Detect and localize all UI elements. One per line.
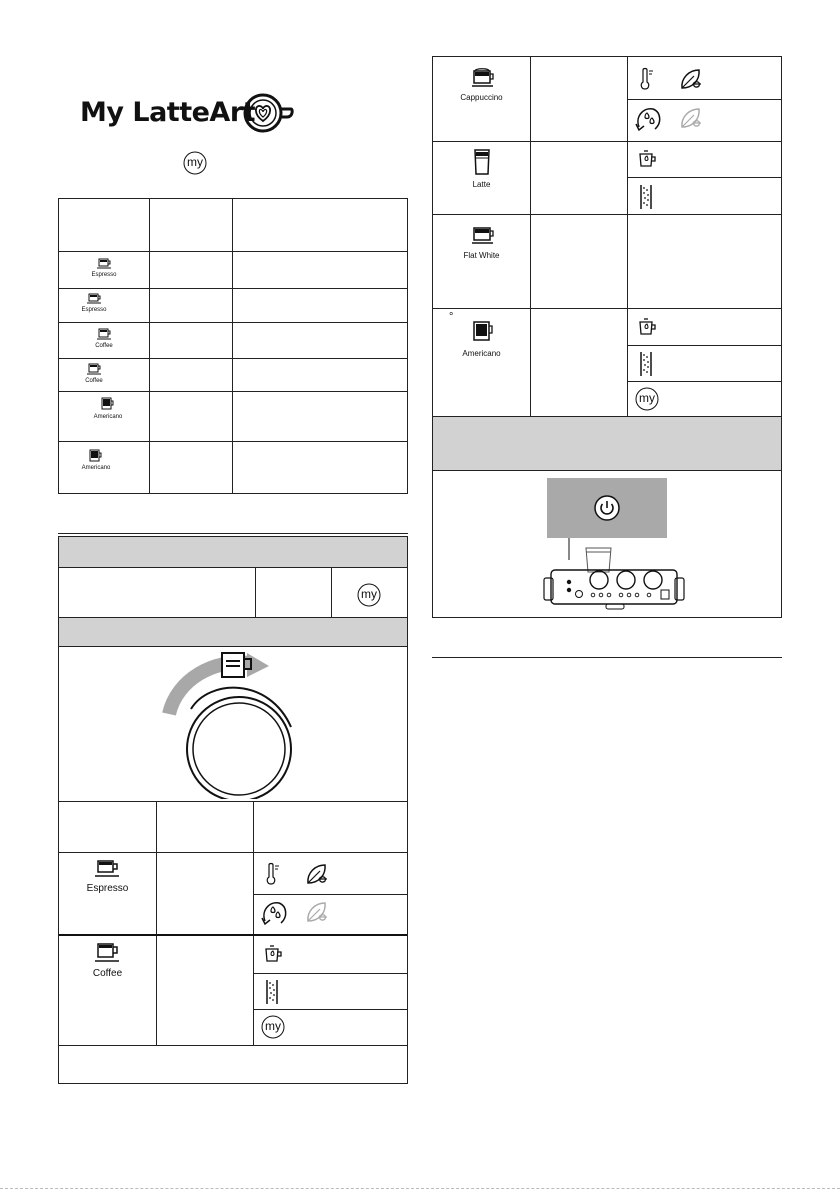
espresso-cup-icon [87,293,103,305]
descale-icon [261,899,289,929]
aroma-cup-icon [263,943,285,965]
grey-header [59,618,407,646]
latte-glass-icon [473,148,491,176]
espresso-cup-icon [95,859,121,879]
eco-leaf-grey-icon [679,107,703,129]
flat-white-cup-icon [471,225,495,247]
eco-leaf-grey-icon [305,901,329,923]
coffee-cup-icon [97,328,113,341]
degree-mark: ° [449,311,454,323]
temperature-icon [639,67,655,91]
brand-logo [80,91,295,137]
grind-icon [639,184,653,210]
power-panel [547,478,667,538]
table-row: Espresso [59,853,156,935]
my-icon: my [261,1015,285,1039]
grey-header [433,417,781,470]
logo-text: My LatteArt [80,97,256,128]
table-row: ° Americano [449,311,501,358]
coffee-cup-icon [95,942,121,964]
grey-header [59,537,407,567]
descale-icon [635,105,663,135]
espresso-cup-icon [97,258,113,270]
americano-mug-icon [89,449,103,463]
beverage-selector-dial-icon [159,649,309,799]
americano-mug-icon [101,397,115,411]
latte-art-heart-icon [243,91,295,135]
table-row: Coffee [59,322,149,358]
my-button-icon: my [183,151,207,175]
table-row: Americano [59,441,149,493]
table-row: Espresso [59,251,149,288]
table-row: Flat White [433,215,530,308]
table-row: Americano [59,391,149,441]
cappuccino-cup-icon [471,67,495,89]
table-row: Coffee [59,358,149,391]
grind-icon [639,351,653,377]
aroma-cup-icon [637,316,659,338]
eco-leaf-icon [679,68,703,90]
power-button-icon [593,494,621,522]
americano-mug-icon [471,319,495,343]
coffee-machine-front-icon [541,538,691,610]
aroma-cup-icon [637,148,659,170]
my-button-icon: my [357,583,381,607]
table-row: Espresso [59,288,149,322]
grind-icon [265,979,279,1005]
drink-options-table [432,56,782,618]
temperature-icon [265,862,281,886]
coffee-cup-icon [87,363,103,376]
beverage-volume-table [58,198,408,494]
my-icon: my [635,387,659,411]
table-row: Cappuccino [433,57,530,141]
table-row: Coffee [59,936,156,1046]
eco-leaf-icon [305,863,329,885]
procedure-table [58,536,408,1084]
table-row: Latte [433,142,530,214]
